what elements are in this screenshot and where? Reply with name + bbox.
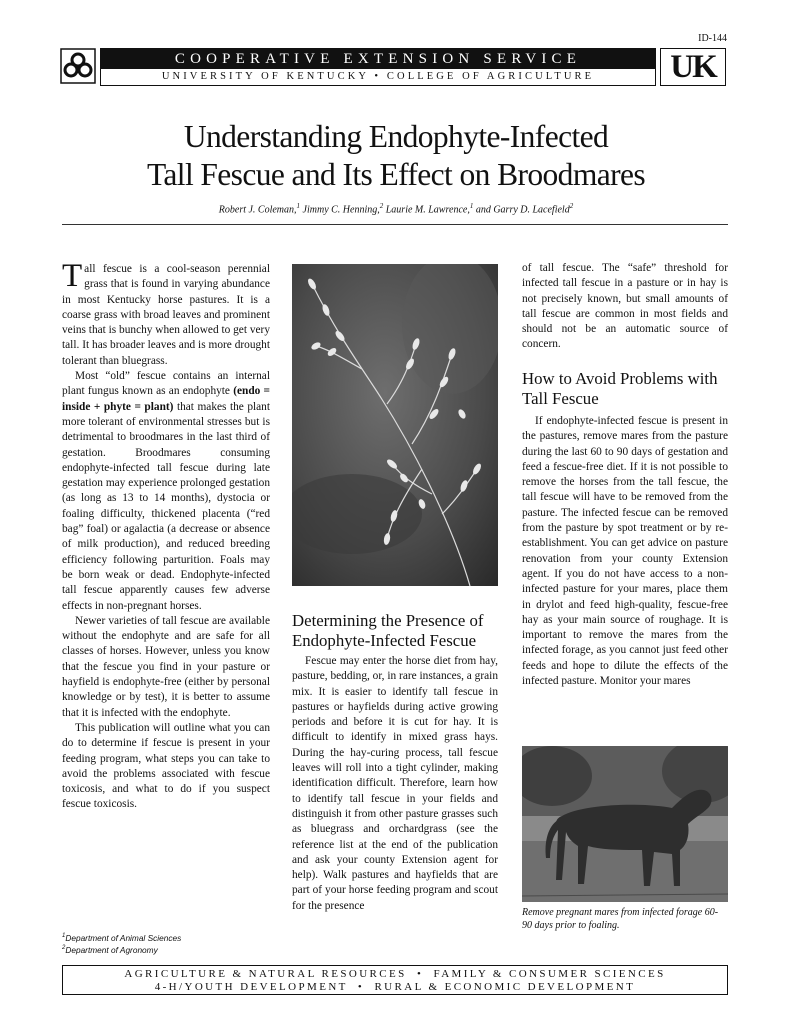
footnotes <box>62 931 181 955</box>
publication-id: ID-144 <box>698 33 727 44</box>
body-paragraph: of tall fescue. The “safe” threshold for infected tall fescue in a pasture or in hay is not precisely known, but small amounts of tall fescue are common in most fields and should not be an automatic source of concern. <box>522 262 728 351</box>
uk-logo: UK <box>660 48 726 86</box>
photo-caption: Remove pregnant mares from infected forage 60-90 days prior to foaling. <box>522 907 719 931</box>
body-paragraph: This publication will outline what you can do to determine if fescue is present in your feeding program, what steps you can take to avoid the problems associated with fescue toxicosis, and what to do if you suspect fescue toxicosis. <box>62 721 270 811</box>
title-line-2: Tall Fescue and Its Effect on Broodmares <box>146 157 646 192</box>
endophyte-definition: (endo = inside + phyte = plant) <box>62 385 270 413</box>
column-2 <box>292 654 498 914</box>
footnote-text: Department of Animal Sciences <box>65 932 182 943</box>
body-paragraph: If endophyte-infected fescue is present in the pastures, remove mares from the pasture during the last 60 to 90 days of gestation and feed a fescue-free diet. If it is not possible to remove the horses from the tall fescue, the tall fescue will have to be removed from the pasture. The infected fescue can be removed from the pasture by spot treatment or by re-establishment. You can get advice on pasture renovation from your county Extension agent. If you do not have access to a non-infected pasture for your mares, place them in drylot and feed high-quality, fescue-free hay as your main source of roughage. It is important to remove the mares from the infected forage, as you cannot just feed other feeds and hope to dilute the effects of the infected pasture. Monitor your mares <box>522 415 728 688</box>
footnote-text: Department of Agronomy <box>65 944 158 955</box>
drop-cap: T <box>62 258 83 294</box>
author-name: Robert J. Coleman, <box>218 204 297 216</box>
section-heading-determining: Determining the Presence of Endophyte-Infected Fescue <box>292 611 484 650</box>
broodmare-photo <box>522 746 728 902</box>
column-1 <box>62 258 270 813</box>
title-line-1: Understanding Endophyte-Infected <box>183 119 609 154</box>
header-divider <box>62 224 728 225</box>
extension-banner <box>100 48 656 86</box>
column-3 <box>522 261 728 353</box>
footnote <box>62 943 181 955</box>
body-text: Most “old” fescue contains an internal plant fungus known as an endophyte <box>62 370 270 398</box>
author-affil: 2 <box>569 202 574 210</box>
program-areas-footer <box>62 965 728 995</box>
body-paragraph: Fescue may enter the horse diet from hay, pasture, bedding, or, in rare instances, a grain mix. It is easier to identify tall fescue in pastures or hayfields during active growing periods and before it is cut for hay. It is difficult to identify in mixed grass hays. During the hay-curing process, tall fescue leaves will roll into a tight cylinder, making identification difficult. Therefore, learn how to identify tall fescue in your fields and distinguish it from other pasture grasses such as bluegrass and orchardgrass (see the reference list at the end of the publication and ask your county Extension agent for help). Walk pastures and hayfields that are part of your horse feeding program and scout for the presence <box>292 655 498 912</box>
footnote-marker: 2 <box>62 944 66 951</box>
author-name: and Garry D. Lacefield <box>473 204 570 216</box>
author-name: Laurie M. Lawrence, <box>383 204 470 216</box>
section-heading-avoid: How to Avoid Problems with Tall Fescue <box>522 369 718 408</box>
intro-paragraph <box>62 258 270 369</box>
author-affil: 1 <box>296 202 301 210</box>
body-paragraph: Newer varieties of tall fescue are available without the endophyte and are safe for all classes of horses. However, unless you know that the fescue you find in your pasture or hayfield is endophyte-free (either by personal knowledge or by test), it is better to assume that it is infected with the endophyte. <box>62 614 270 719</box>
banner-subtitle: UNIVERSITY OF KENTUCKY • COLLEGE OF AGRICULTURE <box>161 71 595 82</box>
column-3-continued <box>522 414 728 689</box>
footer-line-1: AGRICULTURE & NATURAL RESOURCES • FAMILY & CONSUMER SCIENCES <box>124 968 666 980</box>
author-list <box>60 202 732 215</box>
author-name: Jimmy C. Henning, <box>300 204 380 216</box>
banner-title: COOPERATIVE EXTENSION SERVICE <box>101 49 655 69</box>
page-title <box>60 118 732 194</box>
footnote <box>62 931 181 943</box>
fescue-seedhead-photo <box>292 264 498 586</box>
extension-emblem-icon <box>60 48 96 84</box>
footnote-marker: 1 <box>62 933 66 939</box>
intro-text: all fescue is a cool-season perennial grass that is found in varying abundance in most Kentucky horse pastures. It is a coarse grass with broad leaves and prominent veins that is bunchy when allowed to get very tall. It has broader leaves and is more drought tolerant than bluegrass. <box>62 263 270 367</box>
author-affil: 1 <box>469 202 474 210</box>
body-text: that makes the plant more tolerant of environmental stresses but is detrimental to broodmares in the last third of gestation. Broodmares consuming endophyte-infected tall fescue during late gestation may experience prolonged gestation (as long as 13 to 14 months), dystocia or foaling difficulty, thickened placenta (“red bag” foal) or agalactia (a decrease or absence of milk production), and reduced breeding efficiency following parturition. Foals may be born weak or dead. Endophyte-infected tall fescue apparently causes few adverse effects in non-pregnant horses. <box>62 400 270 612</box>
footer-line-2: 4-H/YOUTH DEVELOPMENT • RURAL & ECONOMIC DEVELOPMENT <box>154 981 636 993</box>
body-paragraph <box>62 369 270 614</box>
author-affil: 2 <box>379 202 384 210</box>
